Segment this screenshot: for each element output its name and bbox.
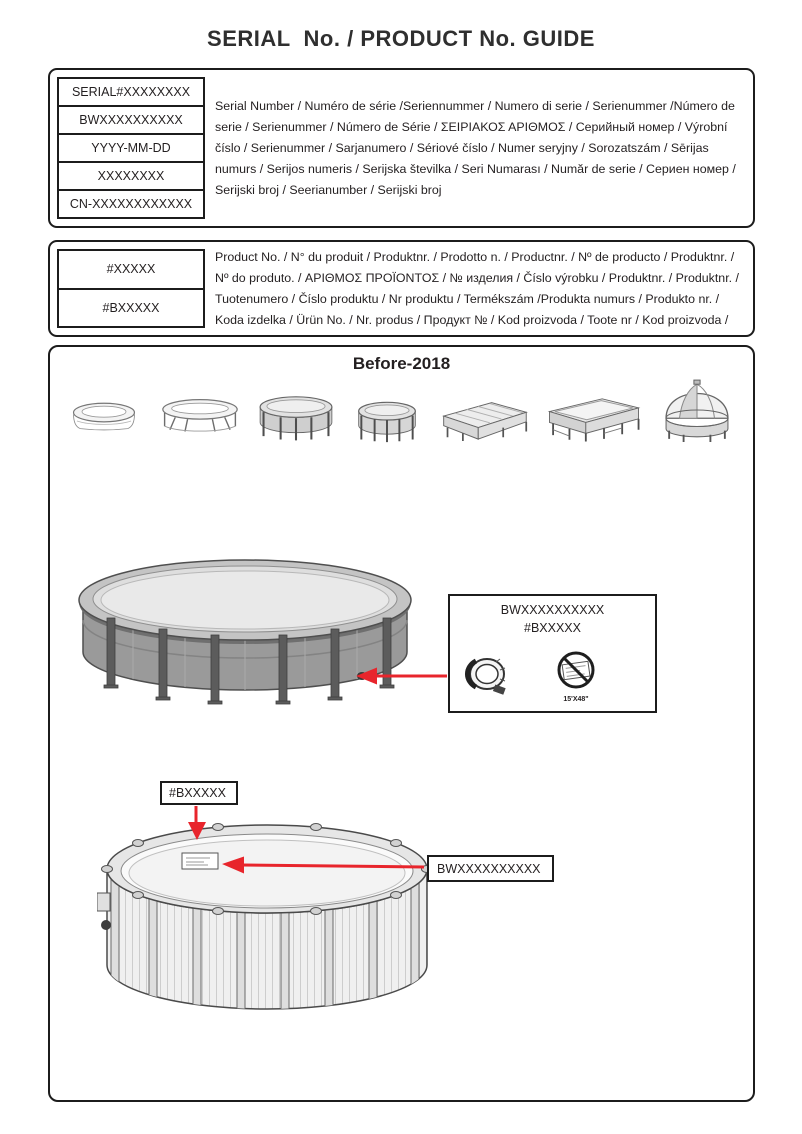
no-size-sticker-icon: [550, 646, 602, 703]
oval-frame-pool-icon: [255, 395, 337, 443]
diagram-heading: Before-2018: [352, 354, 451, 373]
product-b-code-format: #BXXXXX: [57, 288, 205, 329]
steel-pool-illustration: [97, 817, 437, 1045]
skimmer-fitting: [97, 893, 111, 930]
valve-fitting-icon: [464, 648, 510, 705]
rect-frame-pool-icon: [544, 391, 644, 443]
pool-valve-fitting: [357, 672, 367, 680]
pool-type-thumbnails: [64, 375, 739, 443]
pool-rating-sticker: [182, 853, 218, 869]
serial-location-callout: [448, 594, 657, 713]
callout-serial-code: BWXXXXXXXXXX: [500, 603, 605, 617]
callout-product-code: #BXXXXX: [524, 621, 581, 635]
serial-number-box: [48, 68, 755, 228]
serial-date-format: YYYY-MM-DD: [57, 133, 205, 163]
dome-pool-icon: [655, 377, 739, 443]
frame-pool-illustration: [67, 554, 439, 709]
serial-digits-format: XXXXXXXX: [57, 161, 205, 191]
oval-fast-set-pool-icon: [156, 397, 244, 443]
product-code-label-box: #BXXXXX: [160, 781, 238, 805]
serial-code-format: SERIAL#XXXXXXXX: [57, 77, 205, 107]
covered-rect-pool-icon: [436, 393, 532, 443]
serial-number-description: Serial Number / Numéro de série /Seriennummer / Numero di serie / Serienummer /Número de serie / Serienummer / Número de Série / ΣΕΙΡΙΑΚΟΣ ΑΡΙΘΜΟΣ / Серийный номер / Výrobní číslo / Serienummer / Sarjanumero / Sériové číslo / Numer seryjny / Sorozatszám / Sērijas numurs / Serijos numeris / Serijska številka / Seri Numarası / Număr de serie / Сериен номер / Serijski broj / Seerianumber / Serijski broj: [215, 98, 736, 197]
before-2018-diagram-box: [48, 345, 755, 1102]
product-code-format: #XXXXX: [57, 249, 205, 290]
easy-set-pool-icon: [64, 399, 144, 443]
page-title: SERIAL No. / PRODUCT No. GUIDE: [207, 26, 595, 51]
serial-code-label-box: BWXXXXXXXXXX: [427, 855, 554, 882]
product-number-box: [48, 240, 755, 337]
product-code-table: [57, 249, 205, 328]
serial-code-table: [57, 77, 205, 219]
round-frame-pool-icon: [349, 397, 425, 443]
product-number-description: Product No. / N° du produit / Produktnr. / Prodotto n. / Productnr. / Nº de producto / Produktnr. / Nº do produto. / ΑΡΙΘΜΟΣ ΠΡΟΪΟΝΤΟΣ / № изделия / Číslo výrobku / Produktnr. / Produktnr. / Tuotenumero / Číslo produktu / Nr produktu / Termékszám /Produkta numurs / Produkto nr. / Koda izdelka / Ürün No. / Nr. produs / Продукт № / Kod proizvoda / Toote nr / Kod proizvoda /: [215, 249, 739, 327]
serial-bw-code-format: BWXXXXXXXXXX: [57, 105, 205, 135]
serial-cn-code-format: CN-XXXXXXXXXXXX: [57, 189, 205, 219]
pool-size-label: 15'X48": [563, 696, 589, 703]
